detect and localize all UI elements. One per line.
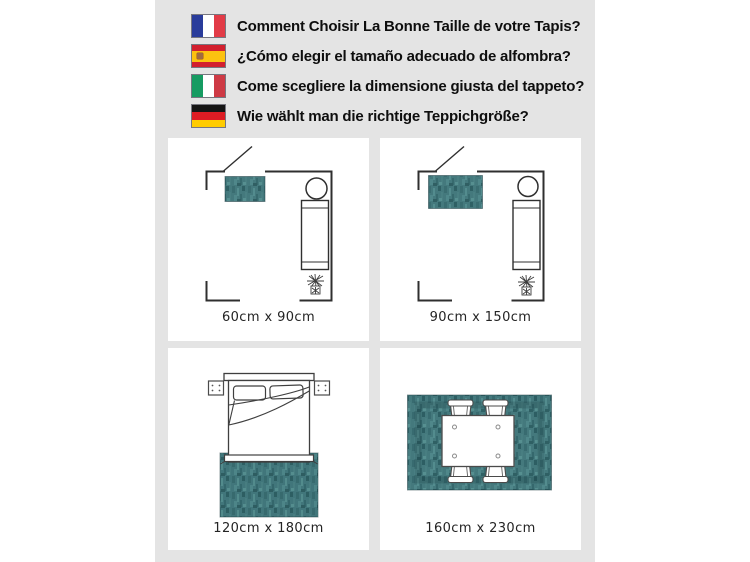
spain-emblem <box>197 53 203 59</box>
plant-icon <box>518 275 535 295</box>
plant-icon <box>307 274 324 294</box>
headline-text-spanish: ¿Cómo elegir el tamaño adecuado de alfombra? <box>237 47 571 65</box>
france-flag-icon <box>192 15 225 37</box>
flag-stripe <box>192 75 203 97</box>
flag-stripe <box>203 75 214 97</box>
headline-text-german: Wie wählt man die richtige Teppichgröße? <box>237 107 529 125</box>
size-card-90x150 <box>380 138 581 341</box>
flag-stripe <box>192 120 225 127</box>
bed-top-view-illustration <box>168 348 369 550</box>
chair-icon <box>448 465 473 483</box>
flag-stripe <box>203 15 214 37</box>
dining-set-top-view-illustration <box>380 348 581 550</box>
size-card-60x90 <box>168 138 369 341</box>
dining-table <box>442 416 514 467</box>
rug-swatch <box>225 177 265 202</box>
lounger <box>302 201 329 270</box>
headline-row-german <box>192 105 584 127</box>
headline-row-french <box>192 15 584 37</box>
door-swing-line <box>435 147 464 172</box>
flag-stripe <box>192 105 225 112</box>
chair-icon <box>483 465 508 483</box>
size-card-160x230 <box>380 348 581 550</box>
flag-stripe <box>192 15 203 37</box>
door-swing-line <box>223 147 252 172</box>
double-bed <box>221 374 318 465</box>
pillow <box>234 386 266 400</box>
rug-size-label: 60cm x 90cm <box>221 310 316 325</box>
flag-stripe <box>192 112 225 119</box>
germany-flag-icon <box>192 105 225 127</box>
rug-swatch <box>429 176 483 209</box>
headline-text-french: Comment Choisir La Bonne Taille de votre Tapis? <box>237 17 581 35</box>
lounger <box>513 201 540 270</box>
flag-stripe <box>214 75 225 97</box>
side-table-circle <box>518 177 538 197</box>
rug-size-label: 160cm x 230cm <box>425 521 536 536</box>
headline-text-italian: Come scegliere la dimensione giusta del tappeto? <box>237 77 585 95</box>
size-card-120x180 <box>168 348 369 550</box>
spain-flag-icon <box>192 45 225 67</box>
bed-foot-bar <box>225 455 314 462</box>
side-table-circle <box>306 178 327 199</box>
headline-list <box>192 15 584 135</box>
rug-size-label: 90cm x 150cm <box>429 310 532 325</box>
headline-row-italian <box>192 75 584 97</box>
italy-flag-icon <box>192 75 225 97</box>
flag-stripe <box>214 15 225 37</box>
headline-row-spanish <box>192 45 584 67</box>
flag-stripe <box>192 62 225 68</box>
rug-size-label: 120cm x 180cm <box>213 521 324 536</box>
infographic-panel <box>155 0 595 562</box>
